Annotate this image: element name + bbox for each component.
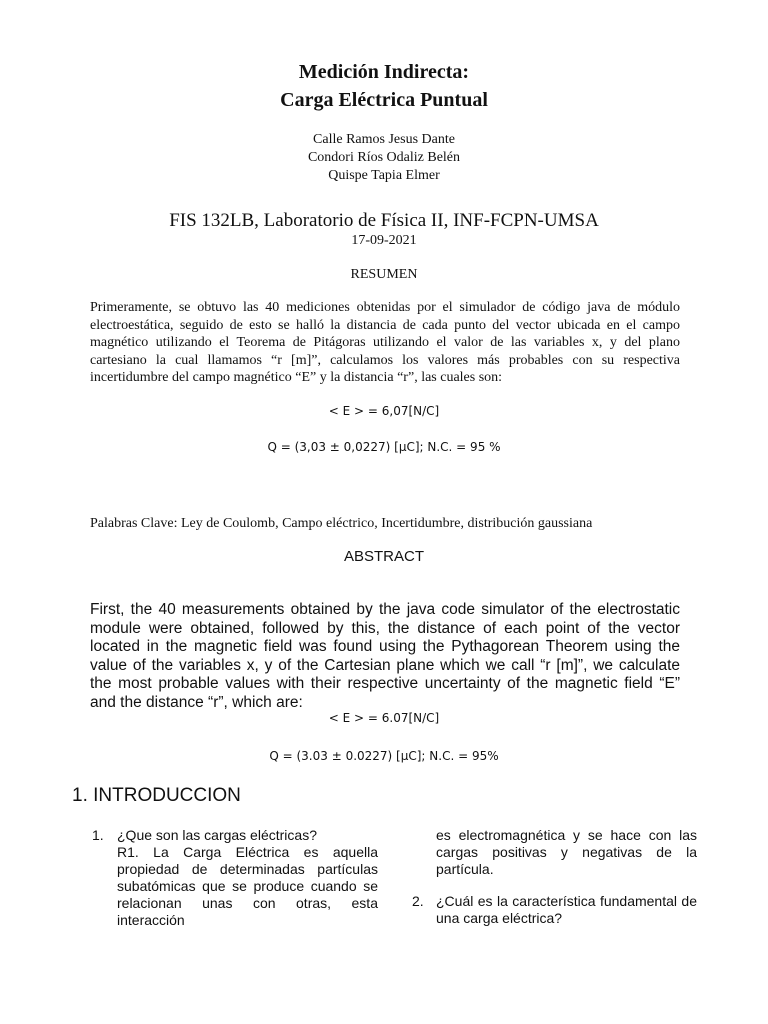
resumen-equation-2: Q = (3,03 ± 0,0227) [µC]; N.C. = 95 % [267, 440, 501, 454]
abstract-body: First, the 40 measurements obtained by the java code simulator of the electrostatic module were obtained, followed by this, the distance of each point of the vector located in the magnetic field was found using the Pythagorean Theorem using the value of the variables x, y of the Cartesian plane which we call “r [m]”, we calculate the most probable values with their respective uncertainty of the magnetic field “E” and the distance “r”, which are: [90, 601, 680, 711]
resumen-body: Primeramente, se obtuvo las 40 mediciones obtenidas por el simulador de código java de módulo electroestática, seguido de esto se halló la distancia de cada punto del vector ubicada en el campo magnético utilizando el Teorema de Pitágoras utilizando el valor de las variables x, y del plano cartesiano la cual llamamos “r [m]”, calculamos los valores más probables con su respectiva incertidumbre del campo magnético “E” y la distancia “r”, las cuales son: [90, 300, 680, 385]
resumen-equation-1: < E > = 6,07[N/C] [328, 404, 440, 418]
answer-1: R1. La Carga Eléctrica es aquella propiedad de determinadas partículas subatómicas que se produce cuando se relacionan unas con otras, esta interacción [117, 844, 378, 928]
abstract-equation-1: < E > = 6.07[N/C] [328, 711, 440, 725]
title-line-1: Medición Indirecta: [298, 61, 470, 83]
q2-number: 2. [412, 893, 424, 909]
author-2: Condori Ríos Odaliz Belén [307, 150, 461, 165]
author-3: Quispe Tapia Elmer [328, 168, 440, 183]
resumen-heading: RESUMEN [350, 267, 418, 282]
answer-1-continued: es electromagnética y se hace con las cargas positivas y negativas de la partícula. [436, 827, 697, 877]
question-2: ¿Cuál es la característica fundamental de una carga eléctrica? [436, 893, 697, 926]
section-heading: 1. INTRODUCCION [72, 785, 241, 806]
abstract-equation-2: Q = (3.03 ± 0.0227) [µC]; N.C. = 95% [269, 749, 499, 763]
q1-number: 1. [92, 827, 104, 843]
author-1: Calle Ramos Jesus Dante [313, 132, 455, 147]
title-line-2: Carga Eléctrica Puntual [280, 89, 488, 111]
question-1: ¿Que son las cargas eléctricas? [117, 827, 317, 843]
keywords: Palabras Clave: Ley de Coulomb, Campo eléctrico, Incertidumbre, distribución gaussiana [90, 516, 593, 531]
abstract-heading: ABSTRACT [343, 548, 424, 565]
course-line: FIS 132LB, Laboratorio de Física II, INF-FCPN-UMSA [169, 210, 599, 231]
date: 17-09-2021 [351, 233, 417, 248]
